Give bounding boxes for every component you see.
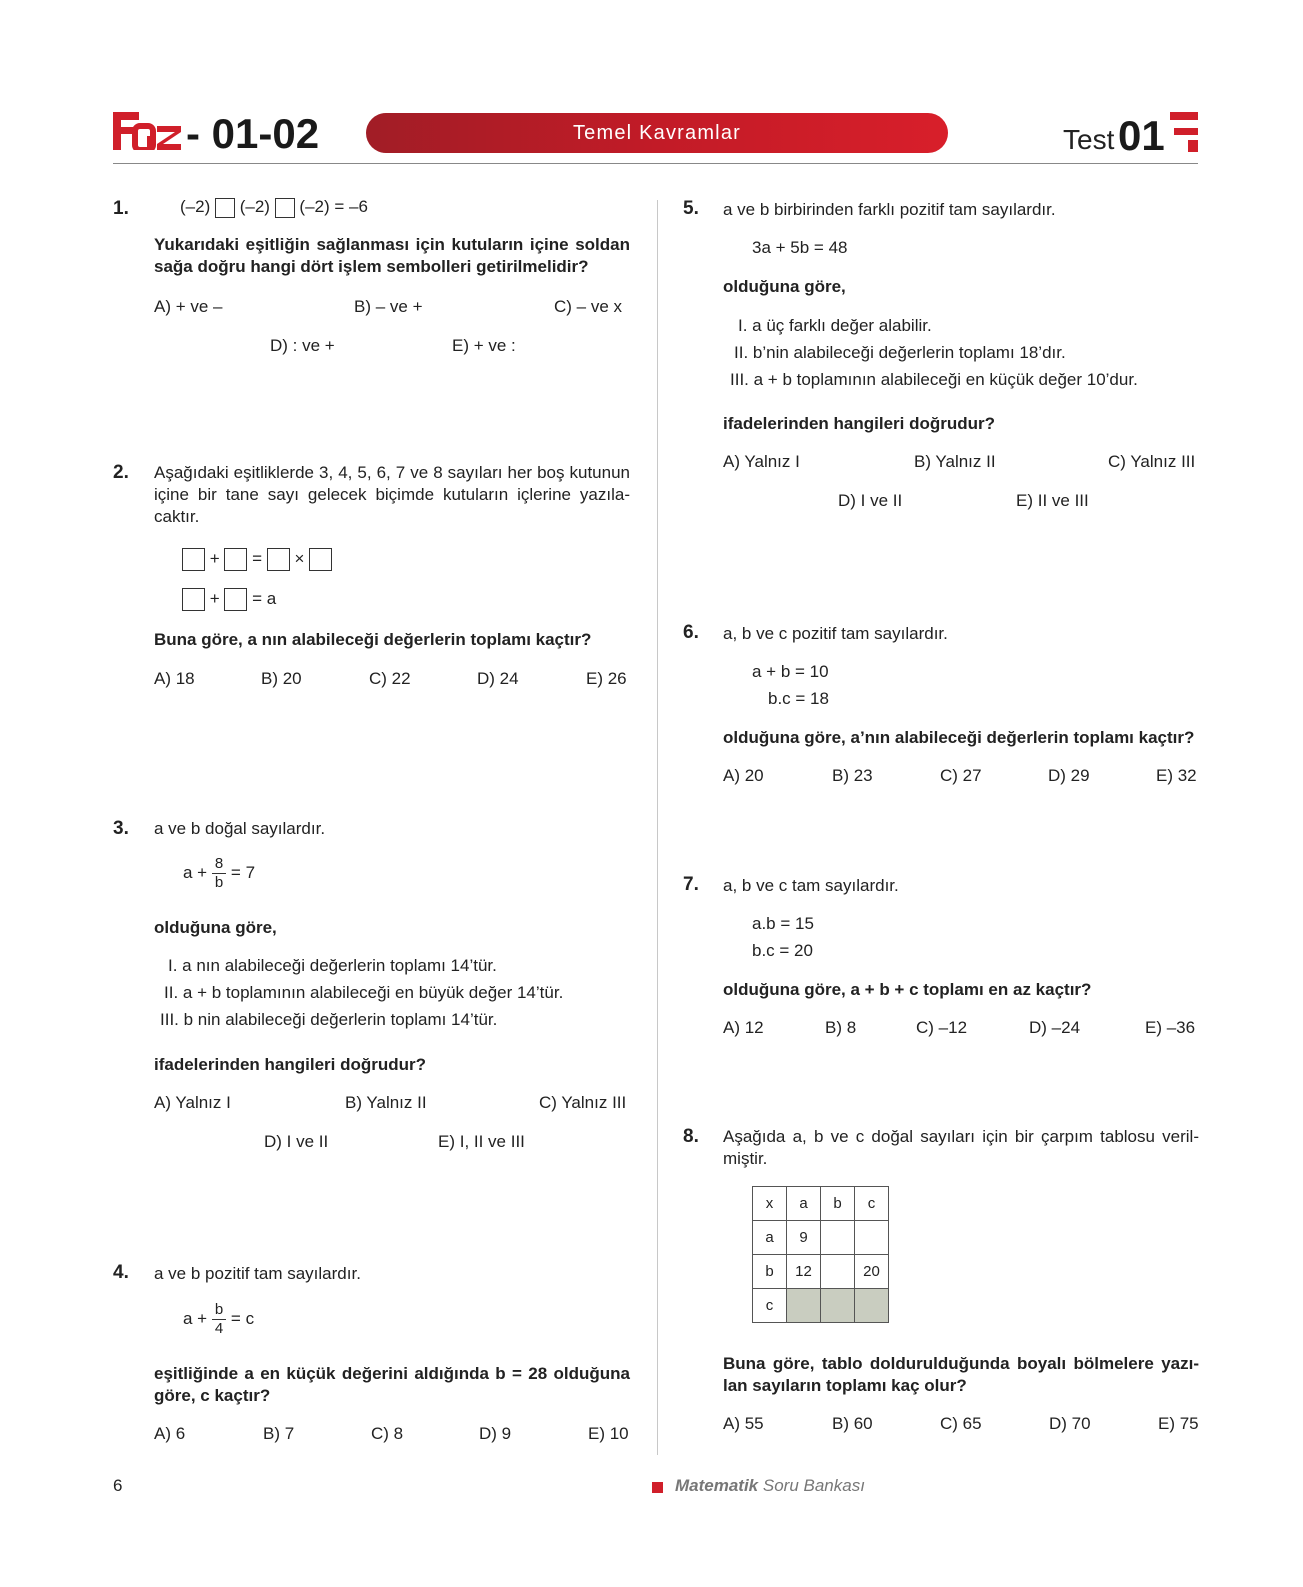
table-cell: b	[753, 1255, 787, 1289]
q6-equation-1: a + b = 10	[752, 662, 829, 681]
q8-option-a[interactable]: A) 55	[723, 1414, 764, 1433]
test-label: Test	[1063, 124, 1115, 155]
question-6-number: 6.	[683, 622, 699, 643]
page-number: 6	[113, 1476, 123, 1495]
table-cell	[821, 1255, 855, 1289]
question-5-lead: olduğuna göre,	[723, 277, 846, 296]
q4-option-b[interactable]: B) 7	[263, 1424, 295, 1443]
section-code: - 01-02	[186, 110, 320, 157]
q6-equation-2: b.c = 18	[768, 689, 829, 708]
q3-option-d[interactable]: D) I ve II	[264, 1132, 329, 1151]
question-5-number: 5.	[683, 198, 699, 219]
q2-option-a[interactable]: A) 18	[154, 669, 195, 688]
question-2-equation-2: + = a	[182, 588, 276, 611]
q3-option-a[interactable]: A) Yalnız I	[154, 1093, 231, 1112]
question-8-prompt: Buna göre, tablo doldurulduğunda boyalı bölmelere yazı-lan sayıların toplamı kaç olur?	[723, 1354, 1199, 1395]
question-5-equation: 3a + 5b = 48	[752, 238, 848, 257]
q7-equation-2: b.c = 20	[752, 941, 813, 960]
multiplication-table	[752, 1186, 889, 1323]
table-cell: b	[821, 1187, 855, 1221]
table-cell: x	[753, 1187, 787, 1221]
q8-option-e[interactable]: E) 75	[1158, 1414, 1199, 1433]
question-7-prompt: olduğuna göre, a + b + c toplamı en az kaçtır?	[723, 980, 1092, 999]
q6-option-e[interactable]: E) 32	[1156, 766, 1197, 785]
question-2-prompt: Buna göre, a nın alabileceği değerlerin toplamı kaçtır?	[154, 630, 592, 649]
table-cell: 9	[787, 1221, 821, 1255]
question-3-text: a ve b doğal sayılardır.	[154, 819, 326, 838]
number-box	[182, 548, 205, 571]
q3-statement-1: I. a nın alabileceği değerlerin toplamı 14’tür.	[168, 956, 497, 975]
number-box	[224, 548, 247, 571]
question-4-equation: a + $\frac{b}{4}$ = c	[183, 1301, 255, 1337]
q7-equation-1: a.b = 15	[752, 914, 814, 933]
question-4-number: 4.	[113, 1262, 129, 1283]
table-cell: 12	[787, 1255, 821, 1289]
question-7-number: 7.	[683, 874, 699, 895]
question-1-number: 1.	[113, 198, 129, 219]
q1-option-d[interactable]: D) : ve +	[270, 336, 335, 355]
question-5-prompt: ifadelerinden hangileri doğrudur?	[723, 414, 996, 433]
question-1-text: Yukarıdaki eşitliğin sağlanması için kutuların içine soldan sağa doğru hangi dört işlem sembolleri getirilmelidir?	[154, 235, 630, 276]
book-title	[675, 1476, 865, 1496]
test-number: 01	[1118, 112, 1165, 159]
q8-option-d[interactable]: D) 70	[1049, 1414, 1091, 1433]
q7-option-d[interactable]: D) –24	[1029, 1018, 1081, 1037]
question-5-text: a ve b birbirinden farklı pozitif tam sayılardır.	[723, 200, 1056, 219]
q5-option-c[interactable]: C) Yalnız III	[1108, 452, 1196, 471]
q5-statement-1: I. a üç farklı değer alabilir.	[738, 316, 932, 335]
topic-banner: Temel Kavramlar	[366, 113, 948, 153]
number-box	[267, 548, 290, 571]
q2-option-d[interactable]: D) 24	[477, 669, 519, 688]
question-8-text: Aşağıda a, b ve c doğal sayıları için bir çarpım tablosu veril-miştir.	[723, 1127, 1199, 1168]
table-cell	[855, 1221, 889, 1255]
q4-option-c[interactable]: C) 8	[371, 1424, 404, 1443]
q8-option-c[interactable]: C) 65	[940, 1414, 982, 1433]
question-2-number: 2.	[113, 462, 129, 483]
q2-option-e[interactable]: E) 26	[586, 669, 627, 688]
answer-box	[215, 198, 235, 218]
number-box	[224, 588, 247, 611]
q6-option-c[interactable]: C) 27	[940, 766, 982, 785]
q6-option-a[interactable]: A) 20	[723, 766, 764, 785]
table-cell: c	[855, 1187, 889, 1221]
q7-option-c[interactable]: C) –12	[916, 1018, 968, 1037]
table-cell	[821, 1221, 855, 1255]
shaded-cell	[855, 1289, 889, 1323]
question-4-prompt: eşitliğinde a en küçük değerini aldığında b = 28 olduğuna göre, c kaçtır?	[154, 1364, 630, 1405]
question-8-number: 8.	[683, 1126, 699, 1147]
book-title-bold: Matematik	[675, 1476, 759, 1495]
q3-option-b[interactable]: B) Yalnız II	[345, 1093, 427, 1112]
question-1-expression: (–2) (–2) (–2) = –6	[180, 197, 368, 216]
table-cell: a	[753, 1221, 787, 1255]
question-3-equation: a + $\frac{8}{b}$ = 7	[183, 855, 256, 891]
question-2-text: Aşağıdaki eşitliklerde 3, 4, 5, 6, 7 ve 8 sayıları her boş kutunun içine bir tane sayı gelecek biçimde kutuların içlerine yazıla-caktır.	[154, 463, 630, 526]
table-cell: a	[787, 1187, 821, 1221]
q4-option-a[interactable]: A) 6	[154, 1424, 186, 1443]
brand-mark-icon	[1170, 112, 1198, 152]
column-divider	[657, 200, 658, 1455]
q4-option-e[interactable]: E) 10	[588, 1424, 629, 1443]
q2-option-c[interactable]: C) 22	[369, 669, 411, 688]
question-6-text: a, b ve c pozitif tam sayılardır.	[723, 624, 948, 643]
q3-option-e[interactable]: E) I, II ve III	[438, 1132, 525, 1151]
table-cell: c	[753, 1289, 787, 1323]
number-box	[182, 588, 205, 611]
q1-option-e[interactable]: E) + ve :	[452, 336, 516, 355]
shaded-cell	[787, 1289, 821, 1323]
shaded-cell	[821, 1289, 855, 1323]
question-6-prompt: olduğuna göre, a’nın alabileceği değerlerin toplamı kaçtır?	[723, 728, 1195, 747]
question-3-number: 3.	[113, 818, 129, 839]
q2-option-b[interactable]: B) 20	[261, 669, 302, 688]
q5-statement-3: III. a + b toplamının alabileceği en küçük değer 10’dur.	[730, 370, 1138, 389]
q7-option-b[interactable]: B) 8	[825, 1018, 857, 1037]
q6-option-d[interactable]: D) 29	[1048, 766, 1090, 785]
q6-option-b[interactable]: B) 23	[832, 766, 873, 785]
q3-statement-2: II. a + b toplamının alabileceği en büyük değer 14’tür.	[164, 983, 564, 1002]
q5-option-a[interactable]: A) Yalnız I	[723, 452, 800, 471]
q1-option-c[interactable]: C) – ve x	[554, 297, 623, 316]
faz-logo	[113, 112, 181, 150]
question-3-prompt: ifadelerinden hangileri doğrudur?	[154, 1055, 427, 1074]
q5-statement-2: II. b’nin alabileceği değerlerin toplamı 18’dır.	[734, 343, 1066, 362]
header-divider	[113, 163, 1198, 164]
q7-option-a[interactable]: A) 12	[723, 1018, 764, 1037]
q3-statement-3: III. b nin alabileceği değerlerin toplamı 14’tür.	[160, 1010, 498, 1029]
q1-option-b[interactable]: B) – ve +	[354, 297, 423, 316]
question-2-equation-1: + = ×	[182, 548, 332, 571]
q5-option-b[interactable]: B) Yalnız II	[914, 452, 996, 471]
q4-option-d[interactable]: D) 9	[479, 1424, 512, 1443]
table-cell: 20	[855, 1255, 889, 1289]
q5-option-d[interactable]: D) I ve II	[838, 491, 903, 510]
question-7-text: a, b ve c tam sayılardır.	[723, 876, 899, 895]
question-3-lead: olduğuna göre,	[154, 918, 277, 937]
q8-option-b[interactable]: B) 60	[832, 1414, 873, 1433]
answer-box	[275, 198, 295, 218]
number-box	[309, 548, 332, 571]
question-4-text: a ve b pozitif tam sayılardır.	[154, 1264, 361, 1283]
q7-option-e[interactable]: E) –36	[1145, 1018, 1196, 1037]
q5-option-e[interactable]: E) II ve III	[1016, 491, 1089, 510]
footer-square-icon	[652, 1482, 663, 1493]
q1-option-a[interactable]: A) + ve –	[154, 297, 223, 316]
q3-option-c[interactable]: C) Yalnız III	[539, 1093, 627, 1112]
book-title-rest: Soru Bankası	[762, 1476, 865, 1495]
